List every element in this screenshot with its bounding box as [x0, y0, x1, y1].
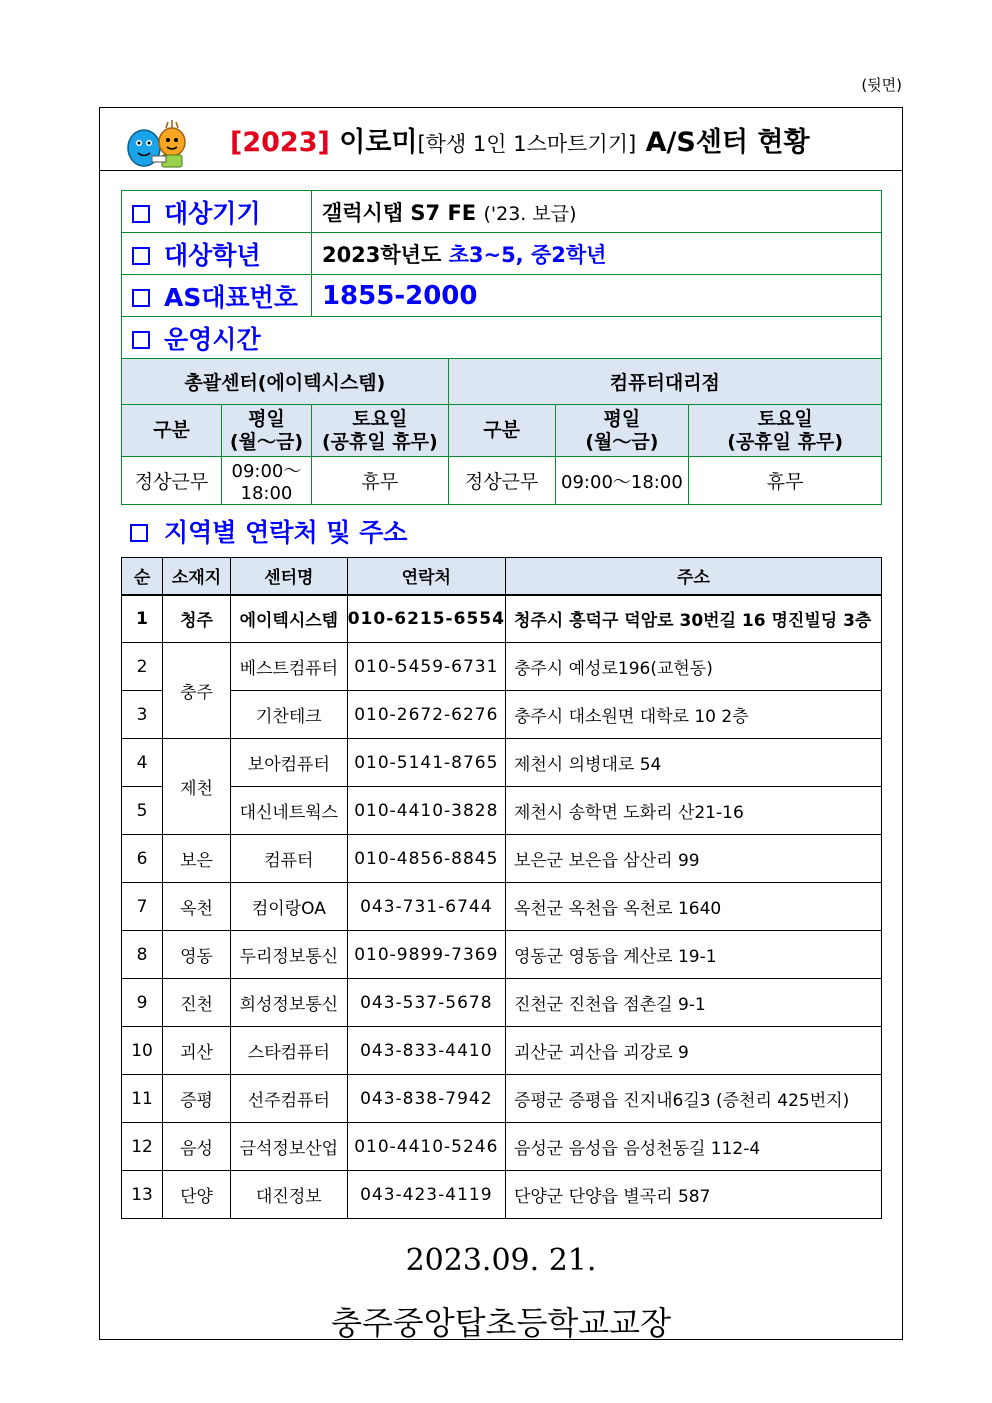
- row-address: 옥천군 옥천읍 옥천로 1640: [505, 883, 881, 931]
- row-no: 5: [122, 787, 163, 835]
- row-phone: 043-537-5678: [347, 979, 505, 1027]
- row-address: 영동군 영동읍 계산로 19-1: [505, 931, 881, 979]
- page-label: (뒷면): [861, 76, 902, 94]
- row-address: 청주시 흥덕구 덕암로 30번길 16 명진빌딩 3층: [505, 595, 881, 643]
- row-weekday: 09:00～18:00: [221, 457, 311, 505]
- title-year: [2023]: [230, 127, 330, 158]
- hours-label: 운영시간: [164, 324, 261, 354]
- row-type: 정상근무: [122, 457, 222, 505]
- col-weekday-b: [555, 405, 689, 457]
- row-center: 베스트컴퓨터: [230, 643, 347, 691]
- row-no: 7: [122, 883, 163, 931]
- table-row: [122, 1027, 882, 1075]
- row-center: 컴퓨터: [230, 835, 347, 883]
- table-row: [122, 931, 882, 979]
- row-center: 보아컴퓨터: [230, 739, 347, 787]
- col-weekday-2: (월～금): [585, 430, 659, 453]
- col-type: 구분: [122, 405, 222, 457]
- table-row: [122, 835, 882, 883]
- checkbox-icon: [132, 205, 150, 223]
- row-address: 괴산군 괴산읍 괴강로 9: [505, 1027, 881, 1075]
- device-label-cell: [122, 191, 312, 233]
- row-no: 10: [122, 1027, 163, 1075]
- center1-header: 총괄센터(에이텍시스템): [122, 359, 449, 405]
- row-region: 옥천: [163, 883, 231, 931]
- col-sat-1: 토요일: [757, 407, 813, 430]
- table-row: [122, 1123, 882, 1171]
- row-center: 금석정보산업: [230, 1123, 347, 1171]
- mascot-icon: [124, 118, 192, 168]
- signer: 충주중앙탑초등학교교장: [330, 1304, 672, 1342]
- info-table: [121, 190, 882, 505]
- header-phone: 연락처: [347, 558, 505, 595]
- col-sat-2: (공휴일 휴무): [321, 430, 438, 453]
- checkbox-icon: [132, 289, 150, 307]
- row-region: 청주: [163, 595, 231, 643]
- row-no: 4: [122, 739, 163, 787]
- row-region: 음성: [163, 1123, 231, 1171]
- row-phone: 010-2672-6276: [347, 691, 505, 739]
- checkbox-icon: [132, 247, 150, 265]
- checkbox-icon: [132, 331, 150, 349]
- page-title: [230, 120, 810, 159]
- issue-date: 2023.09. 21.: [405, 1243, 597, 1278]
- table-row: [122, 979, 882, 1027]
- checkbox-icon: [130, 524, 148, 542]
- row-address: 단양군 단양읍 별곡리 587: [505, 1171, 881, 1219]
- header-center: 센터명: [230, 558, 347, 595]
- table-row: [122, 595, 882, 643]
- device-label: 대상기기: [164, 198, 261, 228]
- row-address: 충주시 예성로196(교현동): [505, 643, 881, 691]
- row-phone: 043-423-4119: [347, 1171, 505, 1219]
- row-phone: 010-9899-7369: [347, 931, 505, 979]
- row-address: 음성군 음성읍 음성천동길 112-4: [505, 1123, 881, 1171]
- grade-label-cell: [122, 233, 312, 275]
- row-no: 1: [122, 595, 163, 643]
- row-sat: 휴무: [311, 457, 448, 505]
- row-sat-2: 휴무: [689, 457, 882, 505]
- hours-label-cell: [122, 317, 882, 359]
- table-row: [122, 883, 882, 931]
- title-bar: [100, 108, 902, 171]
- grade-label: 대상학년: [164, 240, 261, 270]
- title-name: 이로미: [339, 127, 418, 158]
- row-phone: 010-6215-6554: [347, 595, 505, 643]
- device-value-cell: [311, 191, 881, 233]
- row-phone: 043-838-7942: [347, 1075, 505, 1123]
- row-region: 괴산: [163, 1027, 231, 1075]
- row-region: 단양: [163, 1171, 231, 1219]
- row-no: 3: [122, 691, 163, 739]
- row-phone: 010-5459-6731: [347, 643, 505, 691]
- phone-label-cell: [122, 275, 312, 317]
- row-type-2: 정상근무: [448, 457, 555, 505]
- row-address: 제천시 의병대로 54: [505, 739, 881, 787]
- row-no: 9: [122, 979, 163, 1027]
- table-row: [122, 643, 882, 691]
- row-phone: 010-4856-8845: [347, 835, 505, 883]
- col-sat-b: [689, 405, 882, 457]
- col-weekday-2: (월～금): [229, 430, 303, 453]
- row-phone: 043-833-4410: [347, 1027, 505, 1075]
- section-directory-heading: [130, 513, 407, 549]
- table-row: [122, 1075, 882, 1123]
- row-center: 컴이랑OA: [230, 883, 347, 931]
- row-weekday-2: 09:00～18:00: [555, 457, 689, 505]
- col-weekday-1: 평일: [603, 407, 641, 430]
- row-phone: 043-731-6744: [347, 883, 505, 931]
- row-center: 대신네트웍스: [230, 787, 347, 835]
- row-region: 보은: [163, 835, 231, 883]
- center2-header: 컴퓨터대리점: [448, 359, 881, 405]
- col-weekday-1: 평일: [248, 407, 285, 430]
- row-center: 대진정보: [230, 1171, 347, 1219]
- table-row: [122, 739, 882, 787]
- grade-prefix: 2023학년도: [321, 242, 442, 267]
- row-phone: 010-4410-3828: [347, 787, 505, 835]
- row-region: 제천: [163, 739, 231, 835]
- row-no: 13: [122, 1171, 163, 1219]
- grade-value: 초3~5, 중2학년: [448, 242, 607, 267]
- row-center: 스타컴퓨터: [230, 1027, 347, 1075]
- row-no: 12: [122, 1123, 163, 1171]
- row-center: 에이텍시스템: [230, 595, 347, 643]
- col-weekday: [221, 405, 311, 457]
- row-center: 기찬테크: [230, 691, 347, 739]
- col-type-2: 구분: [448, 405, 555, 457]
- header-region: 소재지: [163, 558, 231, 595]
- header-address: 주소: [505, 558, 881, 595]
- section-directory-label: 지역별 연락처 및 주소: [164, 518, 408, 547]
- row-address: 보은군 보은읍 삼산리 99: [505, 835, 881, 883]
- phone-label: AS대표번호: [164, 282, 298, 312]
- table-row: [122, 691, 882, 739]
- device-value: 갤럭시탭 S7 FE: [321, 200, 477, 225]
- row-no: 6: [122, 835, 163, 883]
- directory-table: [121, 557, 882, 1219]
- phone-value: 1855-2000: [311, 275, 881, 317]
- col-sat: [311, 405, 448, 457]
- row-phone: 010-5141-8765: [347, 739, 505, 787]
- row-no: 8: [122, 931, 163, 979]
- row-center: 희성정보통신: [230, 979, 347, 1027]
- row-center: 선주컴퓨터: [230, 1075, 347, 1123]
- title-rest: A/S센터 현황: [645, 127, 810, 158]
- row-phone: 010-4410-5246: [347, 1123, 505, 1171]
- row-address: 증평군 증평읍 진지내6길3 (증천리 425번지): [505, 1075, 881, 1123]
- grade-value-cell: [311, 233, 881, 275]
- row-region: 진천: [163, 979, 231, 1027]
- col-sat-2: (공휴일 휴무): [727, 430, 844, 453]
- row-region: 영동: [163, 931, 231, 979]
- row-address: 진천군 진천읍 점촌길 9-1: [505, 979, 881, 1027]
- row-region: 충주: [163, 643, 231, 739]
- row-address: 충주시 대소원면 대학로 10 2층: [505, 691, 881, 739]
- document-frame: [99, 107, 903, 1340]
- title-sub: [학생 1인 1스마트기기]: [417, 132, 637, 156]
- table-row: [122, 1171, 882, 1219]
- row-no: 2: [122, 643, 163, 691]
- table-row: [122, 787, 882, 835]
- header-no: 순: [122, 558, 163, 595]
- col-sat-1: 토요일: [352, 407, 408, 430]
- row-no: 11: [122, 1075, 163, 1123]
- row-center: 두리정보통신: [230, 931, 347, 979]
- device-note: ('23. 보급): [483, 202, 577, 225]
- row-region: 증평: [163, 1075, 231, 1123]
- row-address: 제천시 송학면 도화리 산21-16: [505, 787, 881, 835]
